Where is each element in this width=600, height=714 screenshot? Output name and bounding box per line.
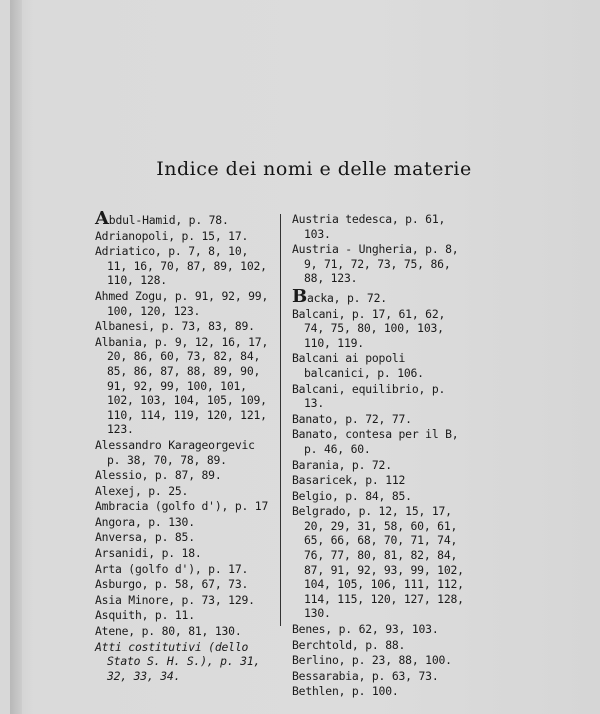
- index-entry: Asquith, p. 11.: [95, 608, 195, 623]
- index-entry: Atene, p. 80, 81, 130.: [95, 624, 242, 639]
- column-divider: [280, 214, 281, 626]
- index-column-left: [95, 208, 271, 684]
- index-entry: Balcani, equilibrio, p. 13.: [292, 381, 446, 411]
- index-entry: Backa, p. 72.: [292, 285, 387, 307]
- index-entry: Benes, p. 62, 93, 103.: [292, 622, 439, 637]
- index-entry: Adrianopoli, p. 15, 17.: [95, 228, 249, 243]
- index-entry: Balcani, p. 17, 61, 62, 74, 75, 80, 100, 103, 110, 119.: [292, 306, 446, 350]
- index-entry: Arsanidi, p. 18.: [95, 546, 202, 561]
- index-entry: Arta (golfo d'), p. 17.: [95, 561, 249, 576]
- index-entry: Belgrado, p. 12, 15, 17, 20, 29, 31, 58, 60, 61, 65, 66, 68, 70, 71, 74, 76, 77, 80, 81, 82, 84, 87, 91, 92, 93, 99, 102, 104, 105, 106, 111, 112, 114, 115, 120, 127, 128, 130.: [292, 504, 464, 621]
- index-entry: Atti costitutivi (dello Stato S. H. S.), p. 31, 32, 33, 34.: [95, 639, 261, 683]
- index-entry: Bessarabia, p. 63, 73.: [292, 668, 439, 683]
- page-spine-shadow: [10, 0, 22, 714]
- page-title: Indice dei nomi e delle materie: [156, 158, 472, 180]
- index-entry: Albanesi, p. 73, 83, 89.: [95, 319, 255, 334]
- index-entry: Adriatico, p. 7, 8, 10, 11, 16, 70, 87, 89, 102, 110, 128.: [95, 244, 267, 288]
- index-entry: Alexej, p. 25.: [95, 483, 189, 498]
- index-entry: Anversa, p. 85.: [95, 530, 195, 545]
- index-entry: Ambracia (golfo d'), p. 17: [95, 499, 269, 514]
- index-column-right: [292, 212, 464, 700]
- index-entry: Asburgo, p. 58, 67, 73.: [95, 577, 249, 592]
- index-entry: Barania, p. 72.: [292, 457, 392, 472]
- index-entry: Belgio, p. 84, 85.: [292, 488, 412, 503]
- index-entry: Asia Minore, p. 73, 129.: [95, 592, 255, 607]
- index-entry: Alessio, p. 87, 89.: [95, 468, 222, 483]
- index-entry: Bethlen, p. 100.: [292, 684, 399, 699]
- index-entry: Berchtold, p. 88.: [292, 637, 406, 652]
- index-entry: Austria tedesca, p. 61, 103.: [292, 212, 446, 241]
- index-entry: Abdul-Hamid, p. 78.: [95, 208, 229, 229]
- index-entry: Alessandro Karageorgevic p. 38, 70, 78, 89.: [95, 437, 255, 467]
- index-entry: Balcani ai popoli balcanici, p. 106.: [292, 351, 424, 380]
- index-entry: Ahmed Zogu, p. 91, 92, 99, 100, 120, 123.: [95, 288, 269, 318]
- index-entry: Banato, contesa per il B, p. 46, 60.: [292, 427, 459, 456]
- index-entry: Albania, p. 9, 12, 16, 17, 20, 86, 60, 73, 82, 84, 85, 86, 87, 88, 89, 90, 91, 92, 99, 100, 101, 102, 103, 104, 105, 109, 110, 114, 119, 120, 121, 123.: [95, 334, 269, 437]
- index-entry: Berlino, p. 23, 88, 100.: [292, 653, 452, 668]
- index-entry: Angora, p. 130.: [95, 514, 195, 529]
- index-entry: Banato, p. 72, 77.: [292, 411, 412, 426]
- index-entry: Austria - Ungheria, p. 8, 9, 71, 72, 73, 75, 86, 88, 123.: [292, 242, 459, 286]
- index-entry: Basaricek, p. 112: [292, 473, 406, 488]
